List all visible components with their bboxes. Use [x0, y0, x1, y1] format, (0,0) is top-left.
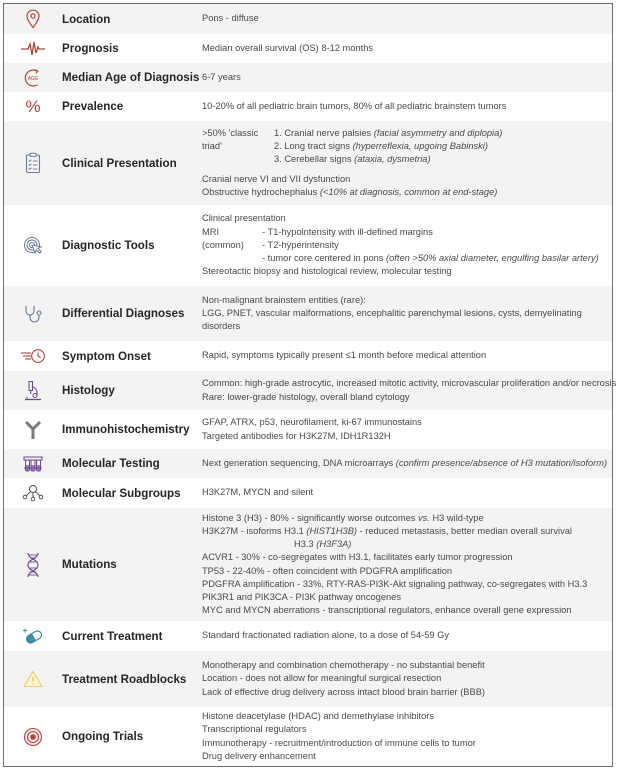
row-label: Current Treatment: [62, 629, 163, 643]
clipboard-icon: [4, 152, 62, 174]
row-prevalence: [4, 92, 612, 121]
row-label: Prognosis: [62, 42, 119, 55]
mri-findings: MRI (common) - T1-hypointensity with ill-defined margins - T2-hyperintensity - tumor core centered in pons (often >50% axial diameter, engulfing basilar artery): [202, 226, 599, 264]
network-icon: [4, 484, 62, 502]
row-content: Standard fractionated radiation alone, to a dose of 54-59 Gy: [202, 630, 450, 641]
classic-triad: >50% 'classic triad' 1. Cranial nerve palsies (facial asymmetry and diplopia) 2. Long tract signs (hyperreflexia, upgoing Babinski) 3. Cerebellar signs (ataxia, dysmetria): [202, 127, 503, 165]
row-label: Ongoing Trials: [62, 730, 144, 743]
test-tubes-icon: [4, 455, 62, 473]
row-label: Differential Diagnoses: [62, 307, 185, 320]
row-content: Non-malignant brainstem entities (rare): LGG, PNET, vascular malformations, encephalitic parenchymal lesions, cysts, demyelinating disorders: [202, 294, 582, 332]
row-content: Rapid, symptoms typically present ≤1 month before medical attention: [202, 350, 487, 361]
row-differential-diagnoses: [4, 286, 612, 341]
row-current-treatment: [4, 621, 612, 651]
row-label: Symptom Onset: [62, 349, 151, 363]
row-content: Median overall survival (OS) 8-12 months: [202, 42, 374, 53]
row-clinical-presentation: [4, 121, 612, 205]
row-label: Molecular Testing: [62, 457, 160, 470]
row-symptom-onset: [4, 341, 612, 371]
bullseye-icon: [4, 727, 62, 747]
row-molecular-subgroups: [4, 478, 612, 508]
row-diagnostic-tools: [4, 205, 612, 286]
heartbeat-icon: [4, 41, 62, 57]
row-content: Monotherapy and combination chemotherapy - no substantial benefit Location - does not allow for meaningful surgical resection Lack of effective drug delivery across intact blood brain barrier (BBB): [202, 660, 486, 697]
row-label: Molecular Subgroups: [62, 486, 181, 500]
dipg-summary-table: [3, 3, 617, 767]
row-label: Median Age of Diagnosis: [62, 71, 200, 84]
row-content: Pons - diffuse: [202, 13, 259, 24]
location-pin-icon: [4, 9, 62, 29]
row-content: >50% 'classic triad' 1. Cranial nerve palsies (facial asymmetry and diplopia) 2. Long tract signs (hyperreflexia, upgoing Babinski) 3. Cerebellar signs (ataxia, dysmetria) Cranial nerve VI and VII dysfunction Obstructive hydrochephalus (<10% at diagnosis, common at end-stage): [202, 127, 612, 199]
microscope-icon: [4, 380, 62, 402]
row-label: Histology: [62, 384, 115, 397]
pill-icon: [4, 627, 62, 645]
row-prognosis: [4, 34, 612, 63]
row-ongoing-trials: [4, 707, 612, 766]
row-label: Treatment Roadblocks: [62, 672, 187, 686]
row-label: Location: [62, 12, 111, 26]
row-label: Clinical Presentation: [62, 156, 177, 170]
row-content: H3K27M, MYCN and silent: [202, 487, 314, 498]
row-label: Mutations: [62, 558, 117, 571]
row-mutations: [4, 508, 612, 621]
row-median-age: [4, 63, 612, 92]
dna-icon: [4, 552, 62, 578]
row-content: Next generation sequencing, DNA microarrays (confirm presence/absence of H3 mutation/isoform): [202, 457, 608, 468]
row-label: Immunohistochemistry: [62, 423, 190, 436]
row-label: Diagnostic Tools: [62, 239, 155, 252]
row-content: Common: high-grade astrocytic, increased mitotic activity, microvascular proliferation and/or necrosis Rare: lower-grade histology, overall bland cytology: [202, 378, 617, 402]
row-content: Histone 3 (H3) - 80% - significantly worse outcomes vs. H3 wild-type H3K27M - isoforms H3.1 (HIST1H3B) - reduced metastasis, better median overall survival H3.3 (H3F3A) ACVR1 - 30% - co-segregates with H3.1, facilitates early tumor progression TP53 - 22-40% - often coincident with PDGFRA amplification PDGFRA amplification - 33%, RTY-RAS-PI3K-Akt signaling pathway, co-segregates with H3.3 PIK3R1 and PIK3CA - PI3K pathway oncogenes MYC and MYCN aberrations - transcriptional regulators, enhance overall gene expression: [202, 512, 588, 616]
row-histology: [4, 371, 617, 410]
target-cursor-icon: [4, 236, 62, 256]
antibody-icon: [4, 420, 62, 440]
row-molecular-testing: [4, 449, 612, 478]
row-content: 10-20% of all pediatric brain tumors, 80% of all pediatric brainstem tumors: [202, 100, 507, 111]
row-treatment-roadblocks: [4, 651, 612, 707]
row-content: Clinical presentation MRI (common) - T1-hypointensity with ill-defined margins - T2-hyperintensity - tumor core centered in pons (often >50% axial diameter, engulfing basilar artery) Stereotactic biopsy and histological review, molecular testing: [202, 212, 612, 278]
row-location: [4, 4, 612, 34]
warning-icon: [4, 670, 62, 688]
stethoscope-icon: [4, 304, 62, 324]
row-content: GFAP, ATRX, p53, neurofilament, ki-67 immunostains Targeted antibodies for H3K27M, IDH1R132H: [202, 417, 422, 441]
row-content: Histone deacetylase (HDAC) and demethylase inhibitors Transcriptional regulators Immunotherapy - recruitment/introduction of immune cells to tumor Drug delivery enhancement: [202, 711, 476, 761]
svg-text:AGE: AGE: [27, 75, 39, 82]
row-immunohistochemistry: [4, 410, 612, 449]
fast-clock-icon: [4, 348, 62, 364]
row-label: Prevalence: [62, 100, 124, 113]
row-content: 6-7 years: [202, 71, 241, 82]
percent-icon: %: [25, 96, 41, 116]
age-icon: [4, 68, 62, 88]
